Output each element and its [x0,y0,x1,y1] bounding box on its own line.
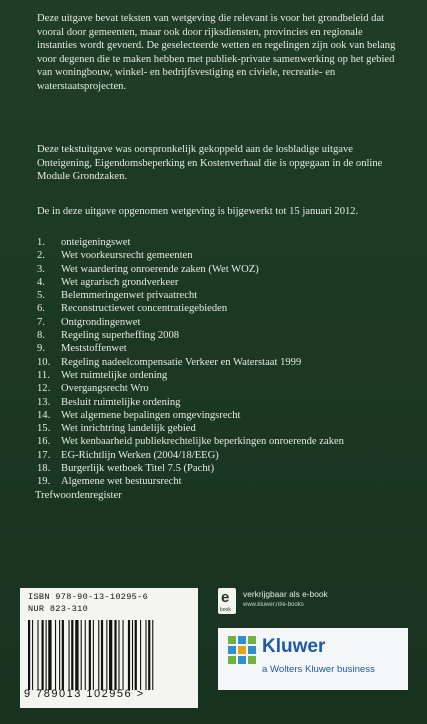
ebook-badge-icon [218,588,236,614]
barcode-bar [123,620,124,690]
barcode-bar [145,620,146,690]
contents-item-number: 9. [37,343,45,355]
barcode-bar [98,620,99,690]
contents-item-number: 17. [37,449,51,461]
contents-item-number: 14. [37,409,51,421]
contents-item-number: 11. [37,369,50,381]
barcode-bar [46,620,47,690]
contents-item-title: Regeling superheffing 2008 [61,330,180,342]
barcode-bar [48,620,51,690]
kluwer-logo-icon [228,636,256,664]
intro-paragraph-2: Deze tekstuitgave was oorspronkelijk gekoppeld aan de losbladige uitgave Onteigening, Eigendomsbeperking en Kostenverhaal die is opgegaan in de online Module Grondzaken. [37,144,383,183]
contents-item [37,276,344,289]
barcode-bar [59,620,60,690]
contents-item-title: Wet waardering onroerende zaken (Wet WOZ) [61,263,259,275]
contents-item-title: Algemene wet bestuursrecht [61,476,182,488]
barcode-bar [152,620,153,690]
barcode-bar [37,620,38,690]
barcode-bar [132,620,133,690]
contents-item [37,449,344,462]
contents-item-title: Wet inrichtring landelijk gebied [61,423,196,435]
contents-item-number: 8. [37,330,45,342]
contents-item-title: Reconstructiewet concentratiegebieden [61,303,228,315]
contents-item [37,329,344,342]
publisher-name: Kluwer [262,636,326,657]
update-date-paragraph: De in deze uitgave opgenomen wetgeving is bijgewerkt tot 15 januari 2012. [37,206,359,217]
barcode-bar [89,620,91,690]
contents-item-number: 13. [37,396,51,408]
contents-item-number: 2. [37,250,45,262]
barcode-bar [114,620,116,690]
barcode-bar [106,620,107,690]
contents-item-number: 19. [37,476,51,488]
contents-item-title: Overgangsrecht Wro [61,383,149,395]
barcode-bar [71,620,73,690]
contents-list [37,236,344,502]
contents-item-title: Wet agrarisch grondverkeer [61,276,179,288]
contents-item-title: Wet kenbaarheid publiekrechtelijke beperkingen onroerende zaken [61,436,344,448]
contents-item-title: Wet voorkeursrecht gemeenten [61,250,193,262]
nur-text: NUR 823-310 [28,604,89,614]
contents-item-number: 6. [37,303,45,315]
contents-item-number: 1. [37,237,45,248]
barcode-bar [128,620,130,690]
contents-item [37,435,344,448]
contents-item [37,422,344,435]
intro-paragraph-1: Deze uitgave bevat teksten van wetgeving die relevant is voor het grondbeleid dat vooral door gemeenten, maar ook door rijksdiensten, provincies en regionale instanties wordt gevoerd. De geselecteerde wetten en regelingen zijn ook van belang voor degenen die te maken hebben met publiek-private samenwerking op het gebied van woningbouw, winkel- en bedrijfsvestiging en civiele, recreatie- en waterstaatsprojecten. [37,13,396,92]
contents-item [37,302,344,315]
contents-item [37,356,344,369]
contents-item-number: 15. [37,423,51,435]
contents-item [37,396,344,409]
contents-item [37,369,344,382]
ebook-badge-letter: e [221,589,230,606]
contents-item-number: 4. [37,276,45,288]
contents-item-title: EG-Richtlijn Werken (2004/18/EEG) [61,449,219,461]
contents-item [37,462,344,475]
contents-item-number: 12. [37,383,51,395]
contents-item [37,409,344,422]
contents-item-title: onteigeningswet [61,237,131,248]
ebook-url: www.kluwer.nl/e-books [243,602,304,608]
contents-item [37,249,344,262]
barcode-bar [101,620,103,690]
publisher-tagline: a Wolters Kluwer business [262,664,375,675]
barcode-bar [109,620,112,690]
barcode-bar [55,620,56,690]
contents-item-number: 16. [37,436,51,448]
contents-item [37,236,344,249]
barcode-bar [75,620,78,690]
barcode-bar [148,620,150,690]
contents-item-title: Ontgrondingenwet [61,316,141,328]
contents-item-title: Wet algemene bepalingen omgevingsrecht [61,409,241,421]
ebook-badge-tag: book [220,607,231,613]
contents-item-title: Besluit ruimtelijke ordening [61,396,181,408]
barcode-bar [69,620,70,690]
barcode-icon [28,620,190,690]
contents-item [37,316,344,329]
contents-item-title: Burgerlijk wetboek Titel 7.5 (Pacht) [61,463,215,475]
barcode-bar [93,620,94,690]
contents-item-title: Belemmeringenwet privaatrecht [61,290,198,302]
barcode-bar [32,620,33,690]
barcode-panel [20,588,198,708]
barcode-bar [85,620,86,690]
barcode-digits: 9 789013 102956 > [24,688,145,700]
barcode-bar [140,620,141,690]
contents-item-number: 10. [37,356,51,368]
contents-item-title: Meststoffenwet [61,343,127,355]
contents-register: Trefwoordenregister [35,489,122,501]
barcode-bar [62,620,64,690]
barcode-bar [118,620,119,690]
barcode-bar [28,620,30,690]
contents-item-number: 3. [37,263,45,275]
contents-item-number: 18. [37,463,51,475]
contents-item [37,289,344,302]
contents-item-title: Regeling nadeelcompensatie Verkeer en Waterstaat 1999 [61,356,302,368]
contents-item-number: 7. [37,316,45,328]
ebook-label: verkrijgbaar als e-book [243,589,328,599]
isbn-text: ISBN 978-90-13-10295-6 [28,592,149,602]
barcode-bar [81,620,82,690]
barcode-bar [42,620,44,690]
contents-item [37,382,344,395]
contents-item-title: Wet ruimtelijke ordening [61,369,168,381]
contents-item [37,475,344,488]
publisher-logo-panel [218,628,408,690]
contents-item [37,263,344,276]
contents-item [37,342,344,355]
barcode-bar [135,620,137,690]
contents-item-number: 5. [37,290,45,302]
